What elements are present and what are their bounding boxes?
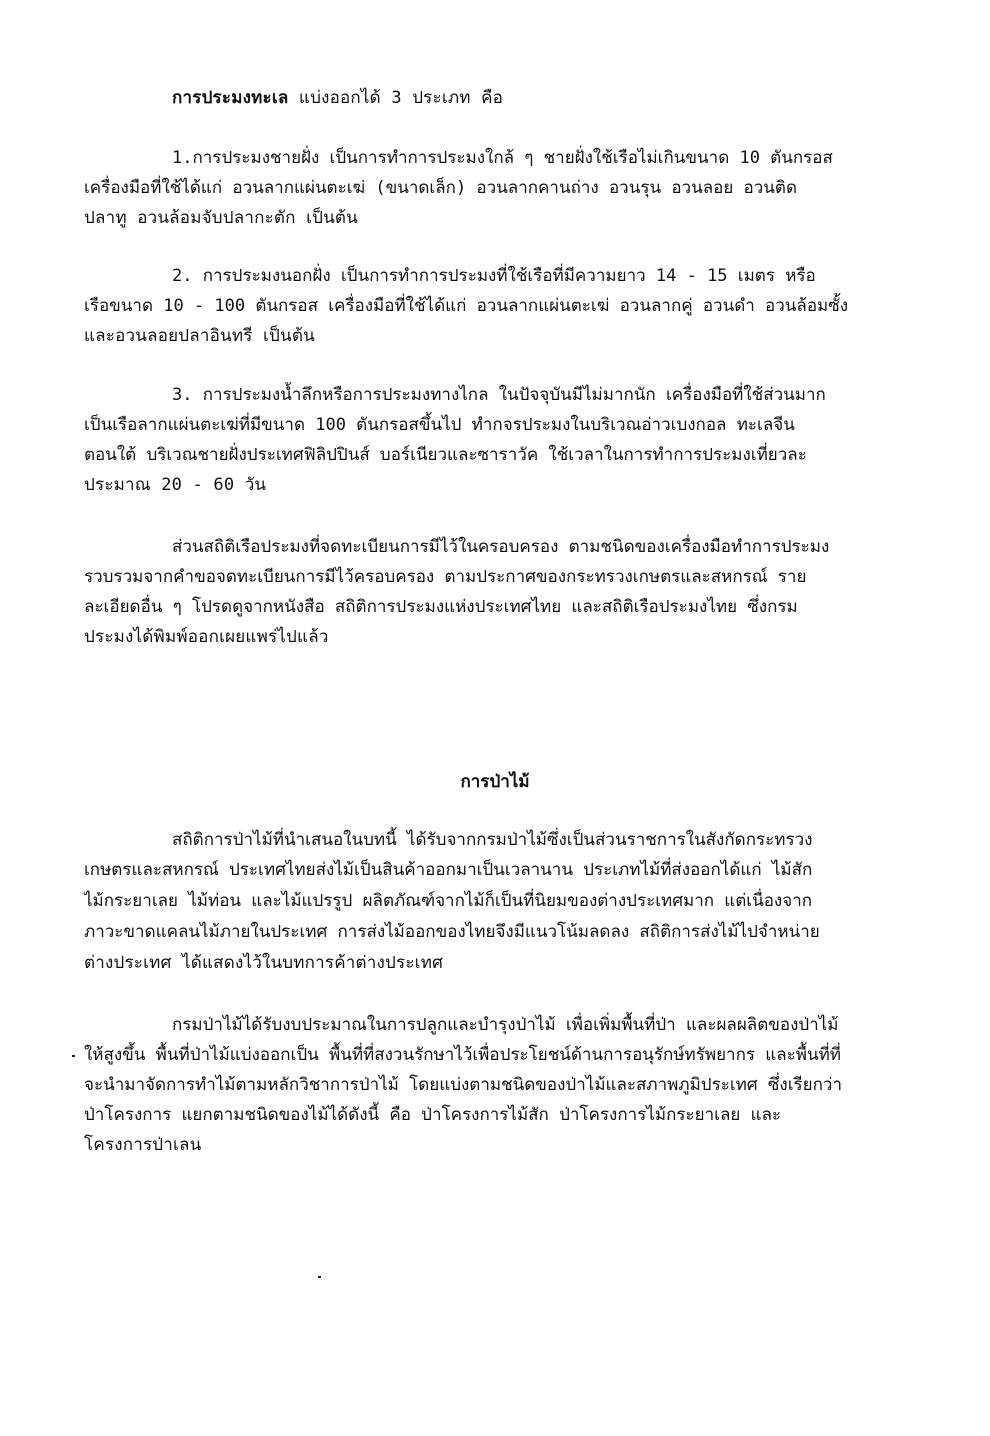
fishery-para1-line3: ปลาทู อวนล้อมจับปลากะตัก เป็นต้น: [84, 208, 358, 228]
scan-speck: [318, 1276, 321, 1278]
forestry-para2-line2: ให้สูงขึ้น พื้นที่ป่าไม้แบ่งออกเป็น พื้นที่ที่สงวนรักษาไว้เพื่อประโยชน์ด้านการอนุรักษ์ทรัพยากร และพื้นที่ที่: [84, 1045, 841, 1065]
fishery-para3-line1: 3. การประมงน้ำลึกหรือการประมงทางไกล ในปัจจุบันมีไม่มากนัก เครื่องมือที่ใช้ส่วนมาก: [172, 385, 826, 405]
fishery-para4-line2: รวบรวมจากคำขอจดทะเบียนการมีไว้ครอบครอง ตามประกาศของกระทรวงเกษตรและสหกรณ์ ราย: [84, 567, 807, 587]
fishery-para3-line4: ประมาณ 20 - 60 วัน: [84, 475, 267, 495]
fishery-para2-line2: เรือขนาด 10 - 100 ตันกรอส เครื่องมือที่ใช้ได้แก่ อวนลากแผ่นตะเฆ่ อวนลากคู่ อวนดำ อวนล้อมซั้ง: [84, 296, 849, 316]
forestry-para2-line3: จะนำมาจัดการทำไม้ตามหลักวิชาการป่าไม้ โดยแบ่งตามชนิดของป่าไม้และสภาพภูมิประเทศ ซึ่งเรียกว่า: [84, 1075, 842, 1095]
fishery-para2-line3: และอวนลอยปลาอินทรี เป็นต้น: [84, 326, 315, 346]
fishery-heading-bold: การประมงทะเล: [172, 88, 289, 108]
forestry-para2-line4: ป่าโครงการ แยกตามชนิดของไม้ได้ดังนี้ คือ ป่าโครงการไม้สัก ป่าโครงการไม้กระยาเลย และ: [84, 1105, 782, 1125]
forestry-para1-line1: สถิติการป่าไม้ที่นำเสนอในบทนี้ ได้รับจากกรมป่าไม้ซึ่งเป็นส่วนราชการในสังกัดกระทรวง: [172, 830, 813, 850]
fishery-para3-line3: ตอนใต้ บริเวณชายฝั่งประเทศฟิลิปปินส์ บอร์เนียวและซาราวัค ใช้เวลาในการทำการประมงเที่ยวละ: [84, 445, 807, 465]
fishery-para2-line1: 2. การประมงนอกฝั่ง เป็นการทำการประมงที่ใช้เรือที่มีความยาว 14 - 15 เมตร หรือ: [172, 266, 816, 286]
forestry-para1-line2: เกษตรและสหกรณ์ ประเทศไทยส่งไม้เป็นสินค้าออกมาเป็นเวลานาน ประเภทไม้ที่ส่งออกได้แก่ ไม้สัก: [84, 860, 813, 880]
fishery-para4-line4: ประมงได้พิมพ์ออกเผยแพร่ไปแล้ว: [84, 627, 329, 647]
scan-speck: [72, 1055, 75, 1057]
forestry-para1-line3: ไม้กระยาเลย ไม้ท่อน และไม้แปรรูป ผลิตภัณฑ์จากไม้ก็เป็นที่นิยมของต่างประเทศมาก แต่เนื่องจาก: [84, 891, 813, 911]
fishery-heading-rest: แบ่งออกได้ 3 ประเภท คือ: [288, 88, 504, 108]
fishery-para4-line1: ส่วนสถิติเรือประมงที่จดทะเบียนการมีไว้ในครอบครอง ตามชนิดของเครื่องมือทำการประมง: [172, 537, 830, 557]
forestry-para2-line5: โครงการป่าเลน: [84, 1135, 202, 1155]
fishery-heading: [172, 83, 503, 113]
forestry-para1-line4: ภาวะขาดแคลนไม้ภายในประเทศ การส่งไม้ออกของไทยจึงมีแนวโน้มลดลง สถิติการส่งไม้ไปจำหน่าย: [84, 922, 820, 942]
fishery-para3-line2: เป็นเรือลากแผ่นตะเฆ่ที่มีขนาด 100 ตันกรอสขึ้นไป ทำกจรประมงในบริเวณอ่าวเบงกอล ทะเลจีน: [84, 415, 795, 435]
forestry-title: การป่าไม้: [460, 772, 530, 792]
fishery-para1-line1: 1.การประมงชายฝั่ง เป็นการทำการประมงใกล้ ๆ ชายฝั่งใช้เรือไม่เกินขนาด 10 ตันกรอส: [172, 148, 833, 168]
fishery-para1-line2: เครื่องมือที่ใช้ได้แก่ อวนลากแผ่นตะเฆ่ (ขนาดเล็ก) อวนลากคานถ่าง อวนรุน อวนลอย อวนติด: [84, 178, 797, 198]
forestry-para2-line1: กรมป่าไม้ได้รับงบประมาณในการปลูกและบำรุงป่าไม้ เพื่อเพิ่มพื้นที่ป่า และผลผลิตของป่าไม้: [172, 1015, 839, 1035]
forestry-para1-line5: ต่างประเทศ ได้แสดงไว้ในบทการค้าต่างประเทศ: [84, 953, 444, 973]
fishery-para4-line3: ละเอียดอื่น ๆ โปรดดูจากหนังสือ สถิติการประมงแห่งประเทศไทย และสถิติเรือประมงไทย ซึ่งกรม: [84, 597, 798, 617]
